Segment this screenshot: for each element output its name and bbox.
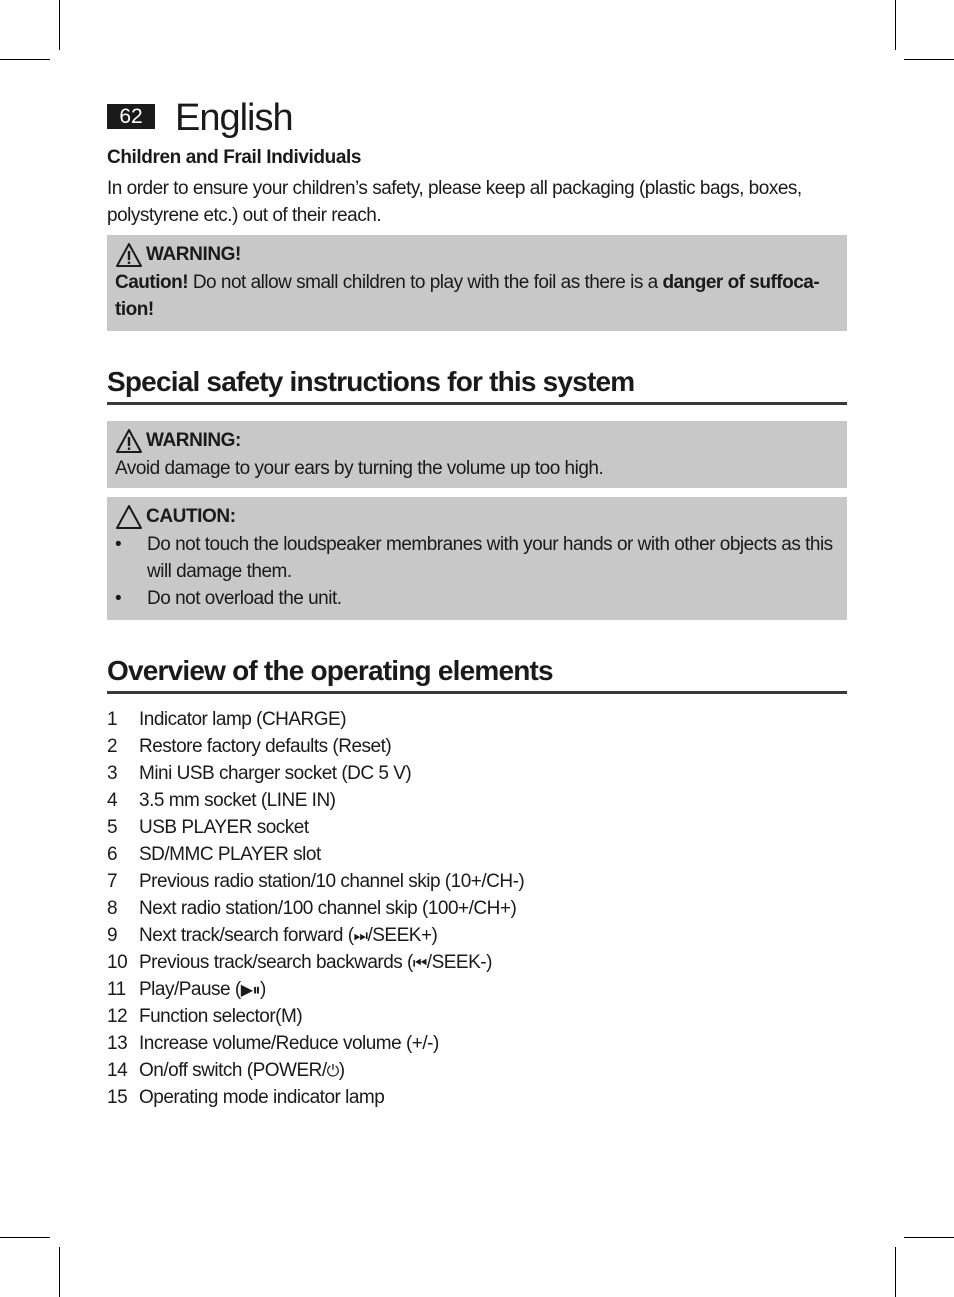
item-label: USB PLAYER socket bbox=[139, 817, 309, 838]
item-label: Function selector(M) bbox=[139, 1006, 303, 1027]
warning-text bbox=[115, 269, 839, 323]
item-label: Previous track/search backwards ( bbox=[139, 952, 413, 973]
item-number: 6 bbox=[107, 844, 118, 865]
item-label: Previous radio station/10 channel skip (10+/CH-) bbox=[139, 871, 525, 892]
item-text bbox=[139, 895, 516, 922]
list-item bbox=[107, 868, 847, 895]
bullet: • bbox=[115, 588, 122, 609]
next-track-icon: ⏭ bbox=[353, 926, 368, 945]
item-text bbox=[139, 787, 336, 814]
item-label-suffix: /SEEK-) bbox=[426, 952, 492, 973]
item-label-suffix: ) bbox=[260, 979, 266, 1000]
list-item bbox=[107, 841, 847, 868]
crop-mark bbox=[895, 0, 896, 50]
item-text bbox=[139, 706, 346, 733]
caution-label: CAUTION: bbox=[146, 506, 236, 527]
list-item bbox=[107, 976, 847, 1003]
bullet: • bbox=[115, 534, 122, 555]
item-label: 3.5 mm socket (LINE IN) bbox=[139, 790, 336, 811]
item-label-suffix: ) bbox=[338, 1060, 345, 1081]
item-number: 5 bbox=[107, 817, 118, 838]
item-number: 9 bbox=[107, 925, 118, 946]
caution-triangle-icon bbox=[115, 504, 143, 530]
item-text bbox=[139, 1030, 439, 1057]
item-text bbox=[139, 1003, 302, 1030]
item-label: On/off switch (POWER/ bbox=[139, 1060, 327, 1081]
list-item bbox=[107, 1030, 847, 1057]
warning-body: Do not allow small children to play with the foil as there is a bbox=[188, 272, 663, 293]
page-number: 62 bbox=[107, 104, 155, 129]
item-text bbox=[139, 868, 524, 895]
item-number: 8 bbox=[107, 898, 118, 919]
list-item bbox=[107, 706, 847, 733]
list-item bbox=[107, 895, 847, 922]
list-item bbox=[107, 1084, 847, 1111]
caution-word: Caution! bbox=[115, 272, 189, 293]
crop-mark bbox=[904, 59, 954, 60]
list-item bbox=[115, 585, 839, 612]
crop-mark bbox=[904, 1237, 954, 1238]
item-number: 3 bbox=[107, 763, 118, 784]
children-section bbox=[107, 146, 847, 229]
item-number: 4 bbox=[107, 790, 118, 811]
item-label: SD/MMC PLAYER slot bbox=[139, 844, 321, 865]
crop-mark bbox=[59, 0, 60, 50]
list-item bbox=[107, 922, 847, 949]
section-title-overview: Overview of the operating elements bbox=[107, 653, 847, 694]
item-label: Next track/search forward ( bbox=[139, 925, 354, 946]
item-text bbox=[139, 1084, 384, 1111]
list-item bbox=[107, 1003, 847, 1030]
crop-mark bbox=[0, 59, 50, 60]
list-item bbox=[107, 814, 847, 841]
item-text bbox=[139, 814, 309, 841]
warning-label: WARNING! bbox=[146, 244, 241, 265]
item-text bbox=[139, 1057, 345, 1084]
warning-triangle-icon bbox=[115, 428, 143, 454]
item-number: 11 bbox=[107, 979, 126, 1000]
children-title: Children and Frail Individuals bbox=[107, 147, 362, 168]
warning-emphasis: danger of suffoca-tion! bbox=[115, 272, 820, 320]
item-text bbox=[139, 922, 437, 949]
warning-heading bbox=[115, 427, 839, 455]
operating-elements-list bbox=[107, 706, 847, 1111]
list-item bbox=[107, 787, 847, 814]
crop-mark bbox=[59, 1247, 60, 1297]
list-item-text: Do not overload the unit. bbox=[147, 588, 342, 609]
item-number: 12 bbox=[107, 1006, 128, 1027]
item-text bbox=[139, 760, 411, 787]
item-label-suffix: /SEEK+) bbox=[367, 925, 438, 946]
item-label: Restore factory defaults (Reset) bbox=[139, 736, 392, 757]
caution-box bbox=[107, 497, 847, 620]
item-number: 15 bbox=[107, 1087, 128, 1108]
item-text bbox=[139, 949, 492, 976]
warning-text: Avoid damage to your ears by turning the volume up too high. bbox=[115, 458, 604, 479]
caution-heading bbox=[115, 503, 839, 531]
crop-mark bbox=[895, 1247, 896, 1297]
item-number: 1 bbox=[107, 709, 118, 730]
list-item bbox=[107, 1057, 847, 1084]
children-text: In order to ensure your children’s safety, please keep all packaging (plastic bags, boxes, polystyrene etc.) out of their reach. bbox=[107, 178, 802, 226]
warning-box-volume bbox=[107, 421, 847, 488]
list-item bbox=[115, 531, 839, 585]
list-item bbox=[107, 760, 847, 787]
power-icon: ⏻ bbox=[326, 1061, 339, 1080]
item-label: Mini USB charger socket (DC 5 V) bbox=[139, 763, 412, 784]
list-item-text: Do not touch the loudspeaker membranes with your hands or with other objects as this will damage them. bbox=[147, 534, 833, 582]
item-text bbox=[139, 976, 266, 1003]
item-number: 7 bbox=[107, 871, 118, 892]
item-label: Next radio station/100 channel skip (100+/CH+) bbox=[139, 898, 517, 919]
item-number: 2 bbox=[107, 736, 118, 757]
item-text bbox=[139, 733, 391, 760]
item-number: 14 bbox=[107, 1060, 128, 1081]
item-number: 13 bbox=[107, 1033, 128, 1054]
item-label: Increase volume/Reduce volume (+/-) bbox=[139, 1033, 439, 1054]
warning-label: WARNING: bbox=[146, 430, 241, 451]
item-number: 10 bbox=[107, 952, 128, 973]
list-item bbox=[107, 949, 847, 976]
item-text bbox=[139, 841, 321, 868]
warning-box-foil bbox=[107, 235, 847, 331]
item-label: Indicator lamp (CHARGE) bbox=[139, 709, 347, 730]
item-label: Operating mode indicator lamp bbox=[139, 1087, 385, 1108]
language-title: English bbox=[175, 97, 293, 139]
play-pause-icon: ▶⏸ bbox=[240, 980, 261, 999]
previous-track-icon: ⏮ bbox=[412, 953, 427, 972]
section-title-safety: Special safety instructions for this system bbox=[107, 364, 847, 405]
caution-list bbox=[115, 531, 839, 612]
warning-triangle-icon bbox=[115, 242, 143, 268]
item-label: Play/Pause ( bbox=[139, 979, 241, 1000]
list-item bbox=[107, 733, 847, 760]
crop-mark bbox=[0, 1237, 50, 1238]
warning-heading bbox=[115, 241, 839, 269]
